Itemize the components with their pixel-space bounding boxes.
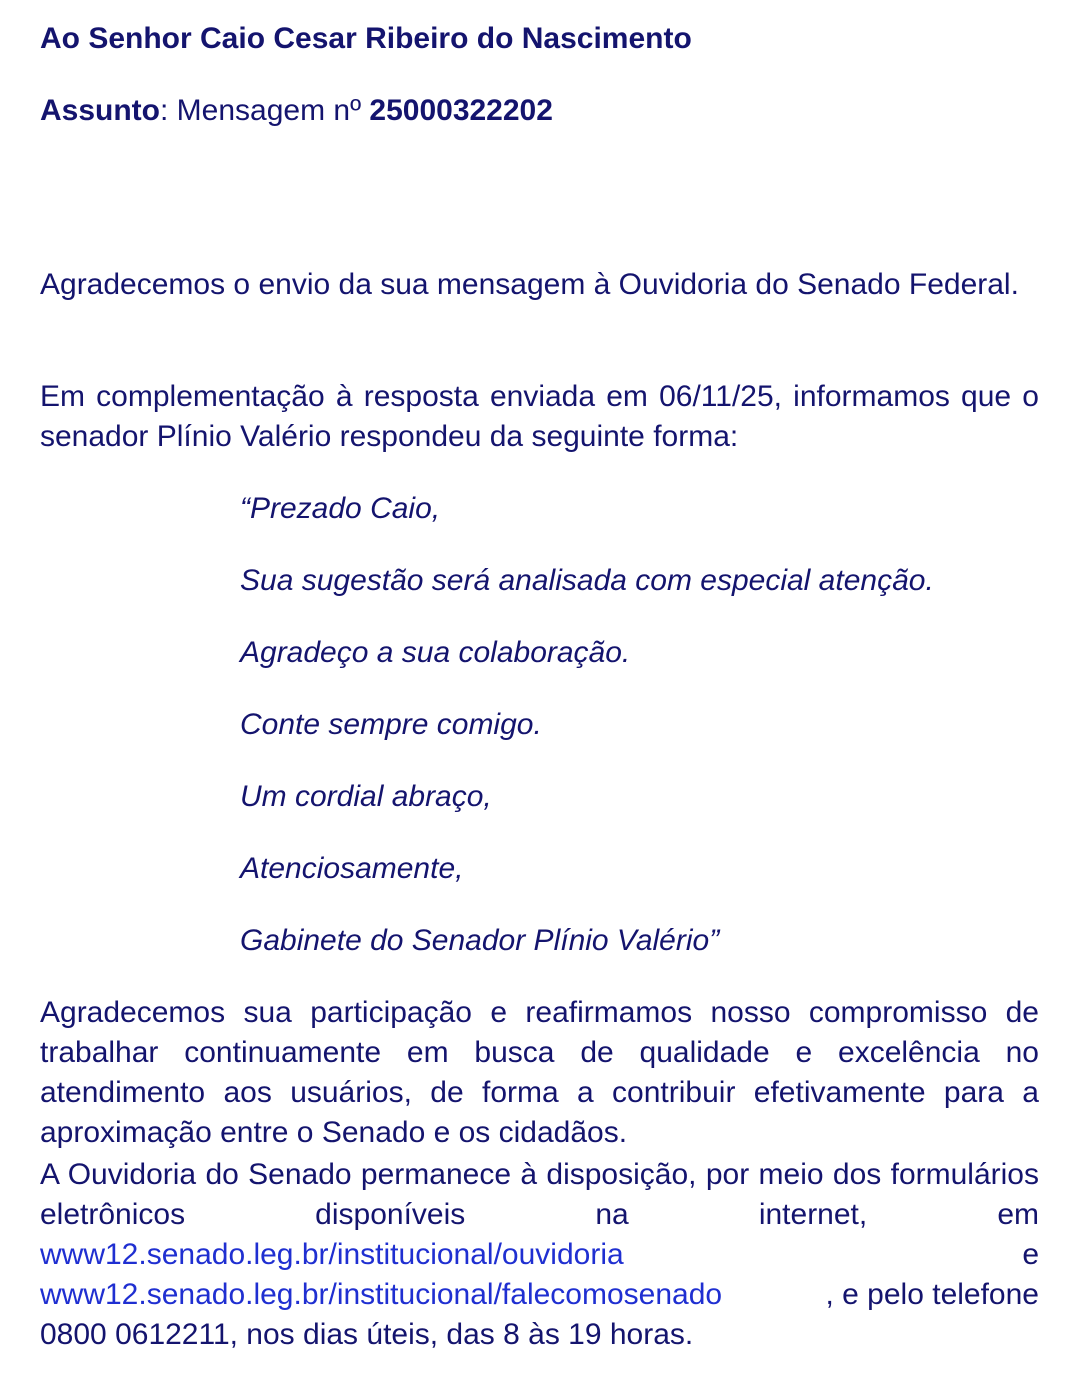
subject-line (40, 91, 553, 131)
conjunction-text: e (1022, 1238, 1039, 1271)
paragraph-complement: Em complementação à resposta enviada em 06/11/25, informamos que o senador Plínio Valério respondeu da seguinte forma: (40, 380, 1039, 453)
subject-text: : Mensagem nº (160, 94, 370, 127)
contact-link-row-2 (40, 1275, 1039, 1315)
addressee-line: Ao Senhor Caio Cesar Ribeiro do Nascimento (40, 22, 692, 55)
contact-link-row-1 (40, 1235, 1039, 1275)
contact-phone-hours: 0800 0612211, nos dias úteis, das 8 às 19 horas. (40, 1318, 694, 1351)
subject-label: Assunto (40, 94, 160, 127)
paragraph-commitment: Agradecemos sua participação e reafirmamos nosso compromisso de trabalhar continuamente em busca de qualidade e excelência no atendimento aos usuários, de forma a contribuir efetivamente para a aproximação entre o Senado e os cidadãos. (40, 996, 1039, 1149)
quote-line-4: Conte sempre comigo. (240, 708, 542, 741)
paragraph-contact (40, 1155, 1039, 1355)
quote-line-7: Gabinete do Senador Plínio Valério” (240, 924, 720, 957)
quote-line-6: Atenciosamente, (240, 852, 464, 885)
quote-line-5: Um cordial abraço, (240, 780, 492, 813)
quote-line-2: Sua sugestão será analisada com especial atenção. (240, 564, 934, 597)
falecomosenado-link[interactable]: www12.senado.leg.br/institucional/falecomosenado (40, 1278, 723, 1311)
quote-line-3: Agradeço a sua colaboração. (240, 636, 631, 669)
phone-intro-text: , e pelo telefone (825, 1278, 1039, 1311)
quote-line-1: “Prezado Caio, (240, 492, 441, 525)
paragraph-thanks: Agradecemos o envio da sua mensagem à Ouvidoria do Senado Federal. (40, 268, 1019, 301)
ouvidoria-link[interactable]: www12.senado.leg.br/institucional/ouvidoria (40, 1238, 624, 1271)
contact-link-2-wrap (40, 1275, 722, 1315)
subject-number: 25000322202 (369, 94, 553, 127)
contact-intro: A Ouvidoria do Senado permanece à disposição, por meio dos formulários eletrônicos disponíveis na internet, em (40, 1158, 1039, 1231)
